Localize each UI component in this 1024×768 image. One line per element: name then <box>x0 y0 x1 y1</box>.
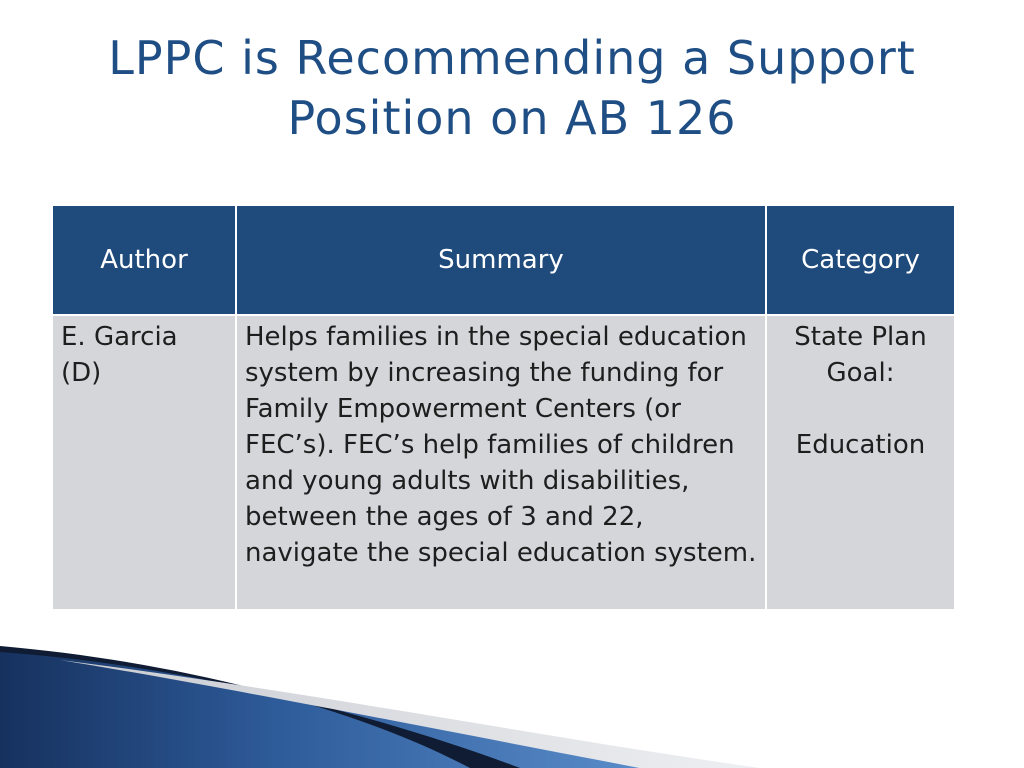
category-value: Education <box>795 430 926 460</box>
table-row <box>52 315 955 610</box>
slide-title-line-1: LPPC is Recommending a Support <box>108 31 916 85</box>
slide-title <box>0 28 1024 148</box>
bill-summary-table <box>51 204 956 611</box>
author-name: E. Garcia <box>61 322 178 352</box>
slide-title-line-2: Position on AB 126 <box>287 91 737 145</box>
header-category: Category <box>766 205 955 315</box>
table-header-row <box>52 205 955 315</box>
author-party: (D) <box>61 358 102 388</box>
summary-text: Helps families in the special education system by increasing the funding for Family Empowerment Centers (or FEC’s). FEC’s help families of children and young adults with disabilities, between the ages of 3 and 22, navigate the special education system. <box>245 322 757 568</box>
author-cell <box>52 315 236 610</box>
category-cell <box>766 315 955 610</box>
category-spacer <box>775 391 946 427</box>
summary-cell <box>236 315 766 610</box>
header-author: Author <box>52 205 236 315</box>
swoosh-blue-band <box>0 648 640 768</box>
category-label: State Plan Goal: <box>794 322 927 388</box>
header-summary: Summary <box>236 205 766 315</box>
decorative-swoosh <box>0 630 1024 768</box>
